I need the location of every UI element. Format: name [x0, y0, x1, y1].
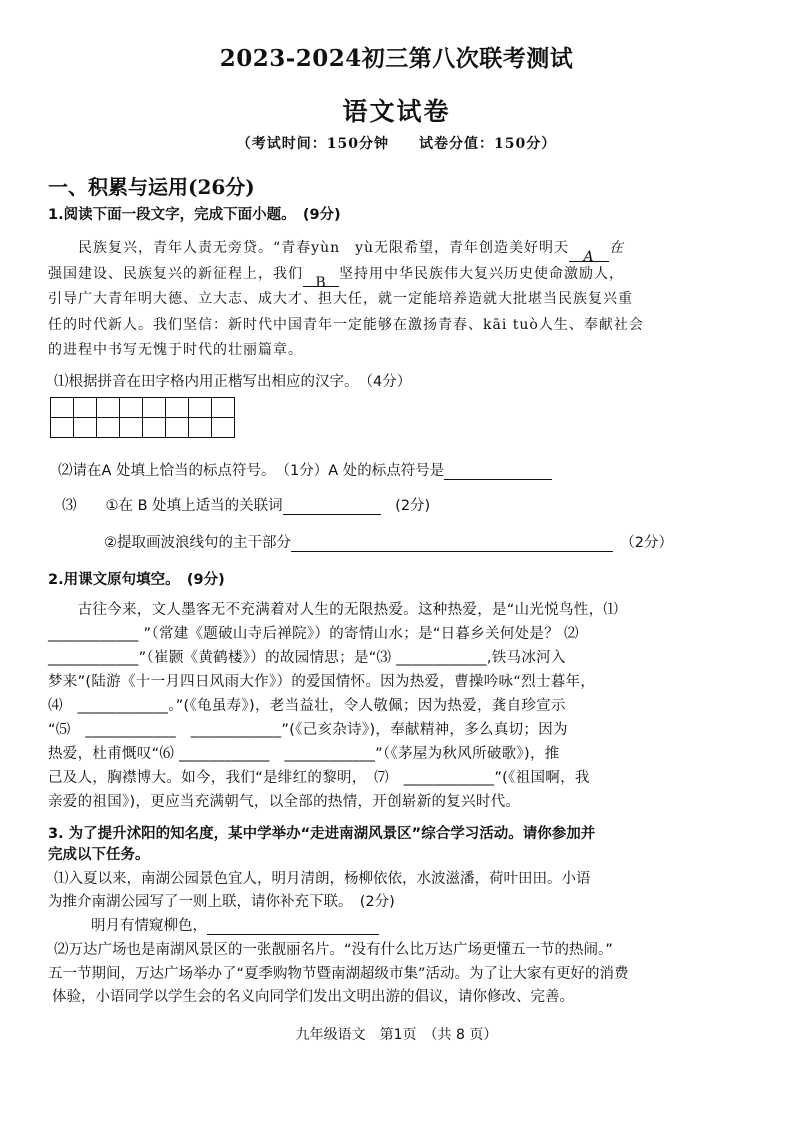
- question-2-body: [48, 598, 746, 814]
- q3-sub2-cont: 五一节期间，万达广场举办了“夏季购物节暨南湖超级市集”活动。为了让大家有更好的消费: [48, 966, 629, 982]
- exam-title: 2023-2024初三第八次联考测试: [219, 45, 574, 72]
- tianzige-grid[interactable]: [50, 397, 235, 438]
- exam-info: （考试时间：150分钟 试卷分值：150分）: [236, 136, 557, 152]
- q1-sub3a: ⑶ ①在 B 处填上适当的关联词 (2分): [62, 498, 431, 514]
- blank-a[interactable]: A: [569, 245, 609, 261]
- q3-sub1-cont: 为推介南湖公园写了一则上联，请你补充下联。 (2分): [48, 894, 395, 910]
- answer-blank[interactable]: [283, 498, 381, 515]
- question-2-title: 2.用课文原句填空。 (9分): [48, 572, 225, 588]
- couplet-answer-blank[interactable]: [207, 918, 379, 935]
- page-footer: 九年级语文 第1页 （共 8 页）: [295, 1027, 498, 1043]
- question-1-title: 1.阅读下面一段文字，完成下面小题。 (9分): [48, 207, 341, 223]
- question-3-title-cont: 完成以下任务。: [48, 847, 150, 863]
- answer-blank[interactable]: [291, 535, 613, 552]
- blank-b[interactable]: B: [303, 271, 339, 287]
- section-heading: 一、积累与运用(26分): [48, 175, 255, 199]
- passage-line: 的进程中书写无愧于时代的壮丽篇章。: [48, 342, 303, 358]
- passage-line: 民族复兴，青年人责无旁贷。“青春yùn yù无限希望，青年创造美好明天: [48, 240, 570, 256]
- q2-line: 古往今来，文人墨客无不充满着对人生的无限热爱。这种热爱，是“山光悦鸟性，⑴: [48, 602, 619, 618]
- q2-line: ⑷ ____________。”(《龟虽寿》)，老当益壮，令人敬佩；因为热爱，龚自珍宣示: [48, 698, 566, 714]
- q3-sub2-cont: 体验，小语同学以学生会的名义向同学们发出文明出游的倡议，请你修改、完善。: [52, 989, 574, 1005]
- couplet-line: 明月有情窥柳色，: [62, 914, 379, 935]
- passage-line: 强国建设、民族复兴的新征程上，我们: [48, 265, 303, 282]
- passage-line: 引导广大青年明大德、立大志、成大才、担大任，就一定能培养造就大批堪当民族复兴重: [48, 291, 633, 307]
- q1-sub2: ⑵请在A 处填上恰当的标点符号。 （1分）A 处的标点符号是: [58, 459, 552, 480]
- answer-blank[interactable]: [444, 463, 552, 480]
- passage-line: 任的时代新人。我们坚信：新时代中国青年一定能够在激扬青春、kāi tuò人生、奉献社会: [48, 316, 644, 333]
- question-1-passage: 民族复兴，青年人责无旁贷。“青春yùn yù无限希望，青年创造美好明天A在 强国建设、民族复兴的新征程上，我们B坚持用中华民族伟大复兴历史使命激励人， 引导广大青年明大德、立大志、成大才、担大任，就一定能培养造就大批堪当民族复兴重 任的时代新人。我们坚信：新时代中国青年一定能够在激扬青春、kāi tuò人生、奉献社会 的进程中书写无愧于时代的壮丽篇章。: [48, 236, 746, 364]
- q2-line: 梦来”(陆游《十一月四日风雨大作》）的爱国情怀。因为热爱，曹操吟咏“烈士暮年，: [48, 674, 596, 690]
- subject-title: 语文试卷: [342, 97, 451, 126]
- question-3-title: 3. 为了提升沭阳的知名度，某中学举办“走进南湖风景区”综合学习活动。请你参加并: [48, 826, 596, 842]
- q2-line: “⑸ ____________ ____________”(《己亥杂诗》)，奉献精神，多么真切；因为: [48, 722, 568, 738]
- q3-sub1: ⑴入夏以来，南湖公园景色宜人，明月清朗，杨柳依依，水波滋潘，荷叶田田。小语: [54, 871, 591, 887]
- q2-line: 己及人，胸襟博大。如今，我们“是绯红的黎明， ⑺ ____________”(《祖国啊，我: [48, 770, 590, 786]
- q2-line: ____________ ”（常建《题破山寺后禅院》）的寄情山水；是“日暮乡关何处是？ ⑵: [48, 626, 579, 642]
- q2-line: 亲爱的祖国》)，更应当充满朝气，以全部的热情，开创崭新的复兴时代。: [48, 794, 521, 810]
- q1-sub3b: ②提取画波浪线句的主干部分 （2分）: [104, 535, 673, 551]
- q3-sub2: ⑵万达广场也是南湖风景区的一张靓丽名片。“没有什么比万达广场更懂五一节的热闹。”: [54, 942, 613, 958]
- q1-sub1: ⑴根据拼音在田字格内用正楷写出相应的汉字。 （4分）: [54, 374, 412, 390]
- q2-line: 热爱，杜甫慨叹“⑹ ____________ ____________”（《茅屋为秋风所破歌》)，推: [48, 746, 560, 762]
- q2-line: ____________”（崔颢《黄鹤楼》）的故园情思；是“⑶ ____________,铁马冰河入: [48, 650, 566, 666]
